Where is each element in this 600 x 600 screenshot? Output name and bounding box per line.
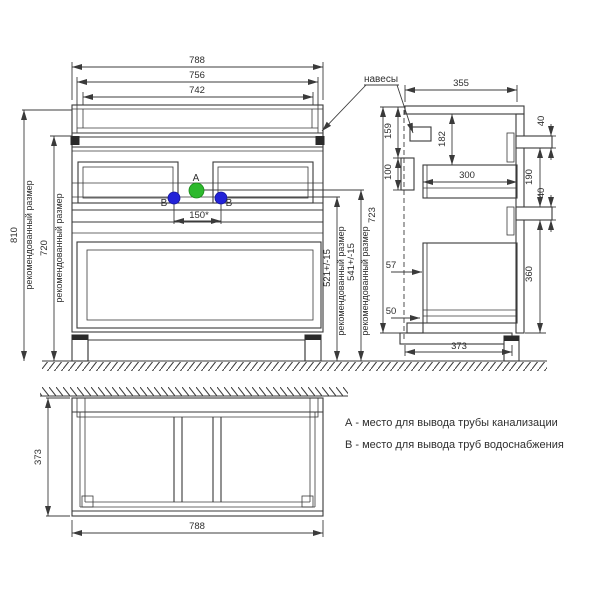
wall-bracket-top xyxy=(516,136,552,148)
dim-742 xyxy=(83,85,313,105)
dim-788-plan-text: 788 xyxy=(189,521,205,532)
dim-742-text: 742 xyxy=(189,85,205,96)
hangers-callout xyxy=(322,74,413,133)
plan-view xyxy=(40,387,348,516)
dim-190-text: 190 xyxy=(524,169,535,185)
point-b-label-left: B xyxy=(160,198,168,209)
dim-723-text: 723 xyxy=(367,207,378,223)
plan-leg-left xyxy=(82,496,93,507)
dim-521-text: 521+/-15 xyxy=(322,249,333,287)
dim-50 xyxy=(386,306,420,318)
dim-40-top-text: 40 xyxy=(536,115,547,127)
point-a-label: A xyxy=(192,173,200,184)
dim-788-plan xyxy=(72,520,323,537)
dim-159 xyxy=(383,107,401,158)
point-b-water-circle-left xyxy=(168,192,180,204)
dim-788-top-text: 788 xyxy=(189,55,205,66)
dim-159-text: 159 xyxy=(383,123,394,139)
plan-hanger-left xyxy=(77,398,85,417)
hanger-left xyxy=(71,136,80,145)
ground-line xyxy=(42,361,547,371)
dim-373-plan xyxy=(33,398,70,516)
dim-810-label: рекомендованный размер xyxy=(24,180,34,290)
dim-720 xyxy=(39,136,72,361)
lower-drawer-front xyxy=(77,242,321,328)
hanger-right xyxy=(316,136,325,145)
dim-756-text: 756 xyxy=(189,70,205,81)
side-hanger-bracket xyxy=(410,127,431,141)
dim-150-text: 150* xyxy=(189,210,209,221)
point-a-drain-circle xyxy=(189,183,204,198)
legend xyxy=(345,417,564,451)
dim-40-bottom-text: 40 xyxy=(536,187,547,199)
pipe-points xyxy=(161,173,233,209)
dim-182 xyxy=(437,114,452,165)
dim-150 xyxy=(174,204,221,224)
dim-373-side-text: 373 xyxy=(451,341,467,352)
dim-50-text: 50 xyxy=(385,306,397,317)
dim-100-text: 100 xyxy=(383,164,394,180)
dim-541-label: рекомендованный размер xyxy=(360,226,370,336)
dim-360 xyxy=(524,220,546,333)
legend-line-a: А - место для вывода трубы канализации xyxy=(345,417,558,429)
hangers-label: навесы xyxy=(363,74,399,85)
ground-hatch xyxy=(42,362,547,371)
legend-line-b: В - место для вывода труб водоснабжения xyxy=(345,439,564,451)
dim-541-text: 541+/-15 xyxy=(346,243,357,281)
side-pipe-zone xyxy=(401,158,414,190)
dim-300-text: 300 xyxy=(459,170,475,181)
dim-521-label: рекомендованный размер xyxy=(336,226,346,336)
dim-720-label: рекомендованный размер xyxy=(54,193,64,303)
wall-bracket-bottom xyxy=(516,207,552,220)
wall-hatch xyxy=(40,387,348,396)
hangers-leader-left xyxy=(322,85,366,131)
side-lower-drawer xyxy=(423,243,517,323)
dim-57-text: 57 xyxy=(385,260,397,271)
front-view xyxy=(71,105,325,361)
plan-body-outline xyxy=(72,398,323,516)
dim-810-text: 810 xyxy=(9,227,20,243)
dim-100 xyxy=(383,158,401,190)
plan-hanger-right xyxy=(310,398,318,417)
plan-leg-right xyxy=(302,496,313,507)
dim-373-plan-text: 373 xyxy=(33,449,44,465)
dim-300 xyxy=(423,170,517,182)
dim-720-text: 720 xyxy=(39,240,50,256)
side-view xyxy=(400,106,552,361)
front-plinth xyxy=(88,340,305,361)
dim-355 xyxy=(405,78,517,102)
dim-355-text: 355 xyxy=(453,78,469,89)
dim-182-text: 182 xyxy=(437,131,448,147)
side-top-panel xyxy=(405,106,524,114)
slide-slot-top xyxy=(507,133,514,162)
slide-slot-bottom xyxy=(507,207,514,235)
side-bottom-step xyxy=(407,323,423,333)
dim-360-text: 360 xyxy=(524,266,535,282)
dim-373-side xyxy=(405,341,512,356)
point-b-label-right: B xyxy=(225,198,233,209)
